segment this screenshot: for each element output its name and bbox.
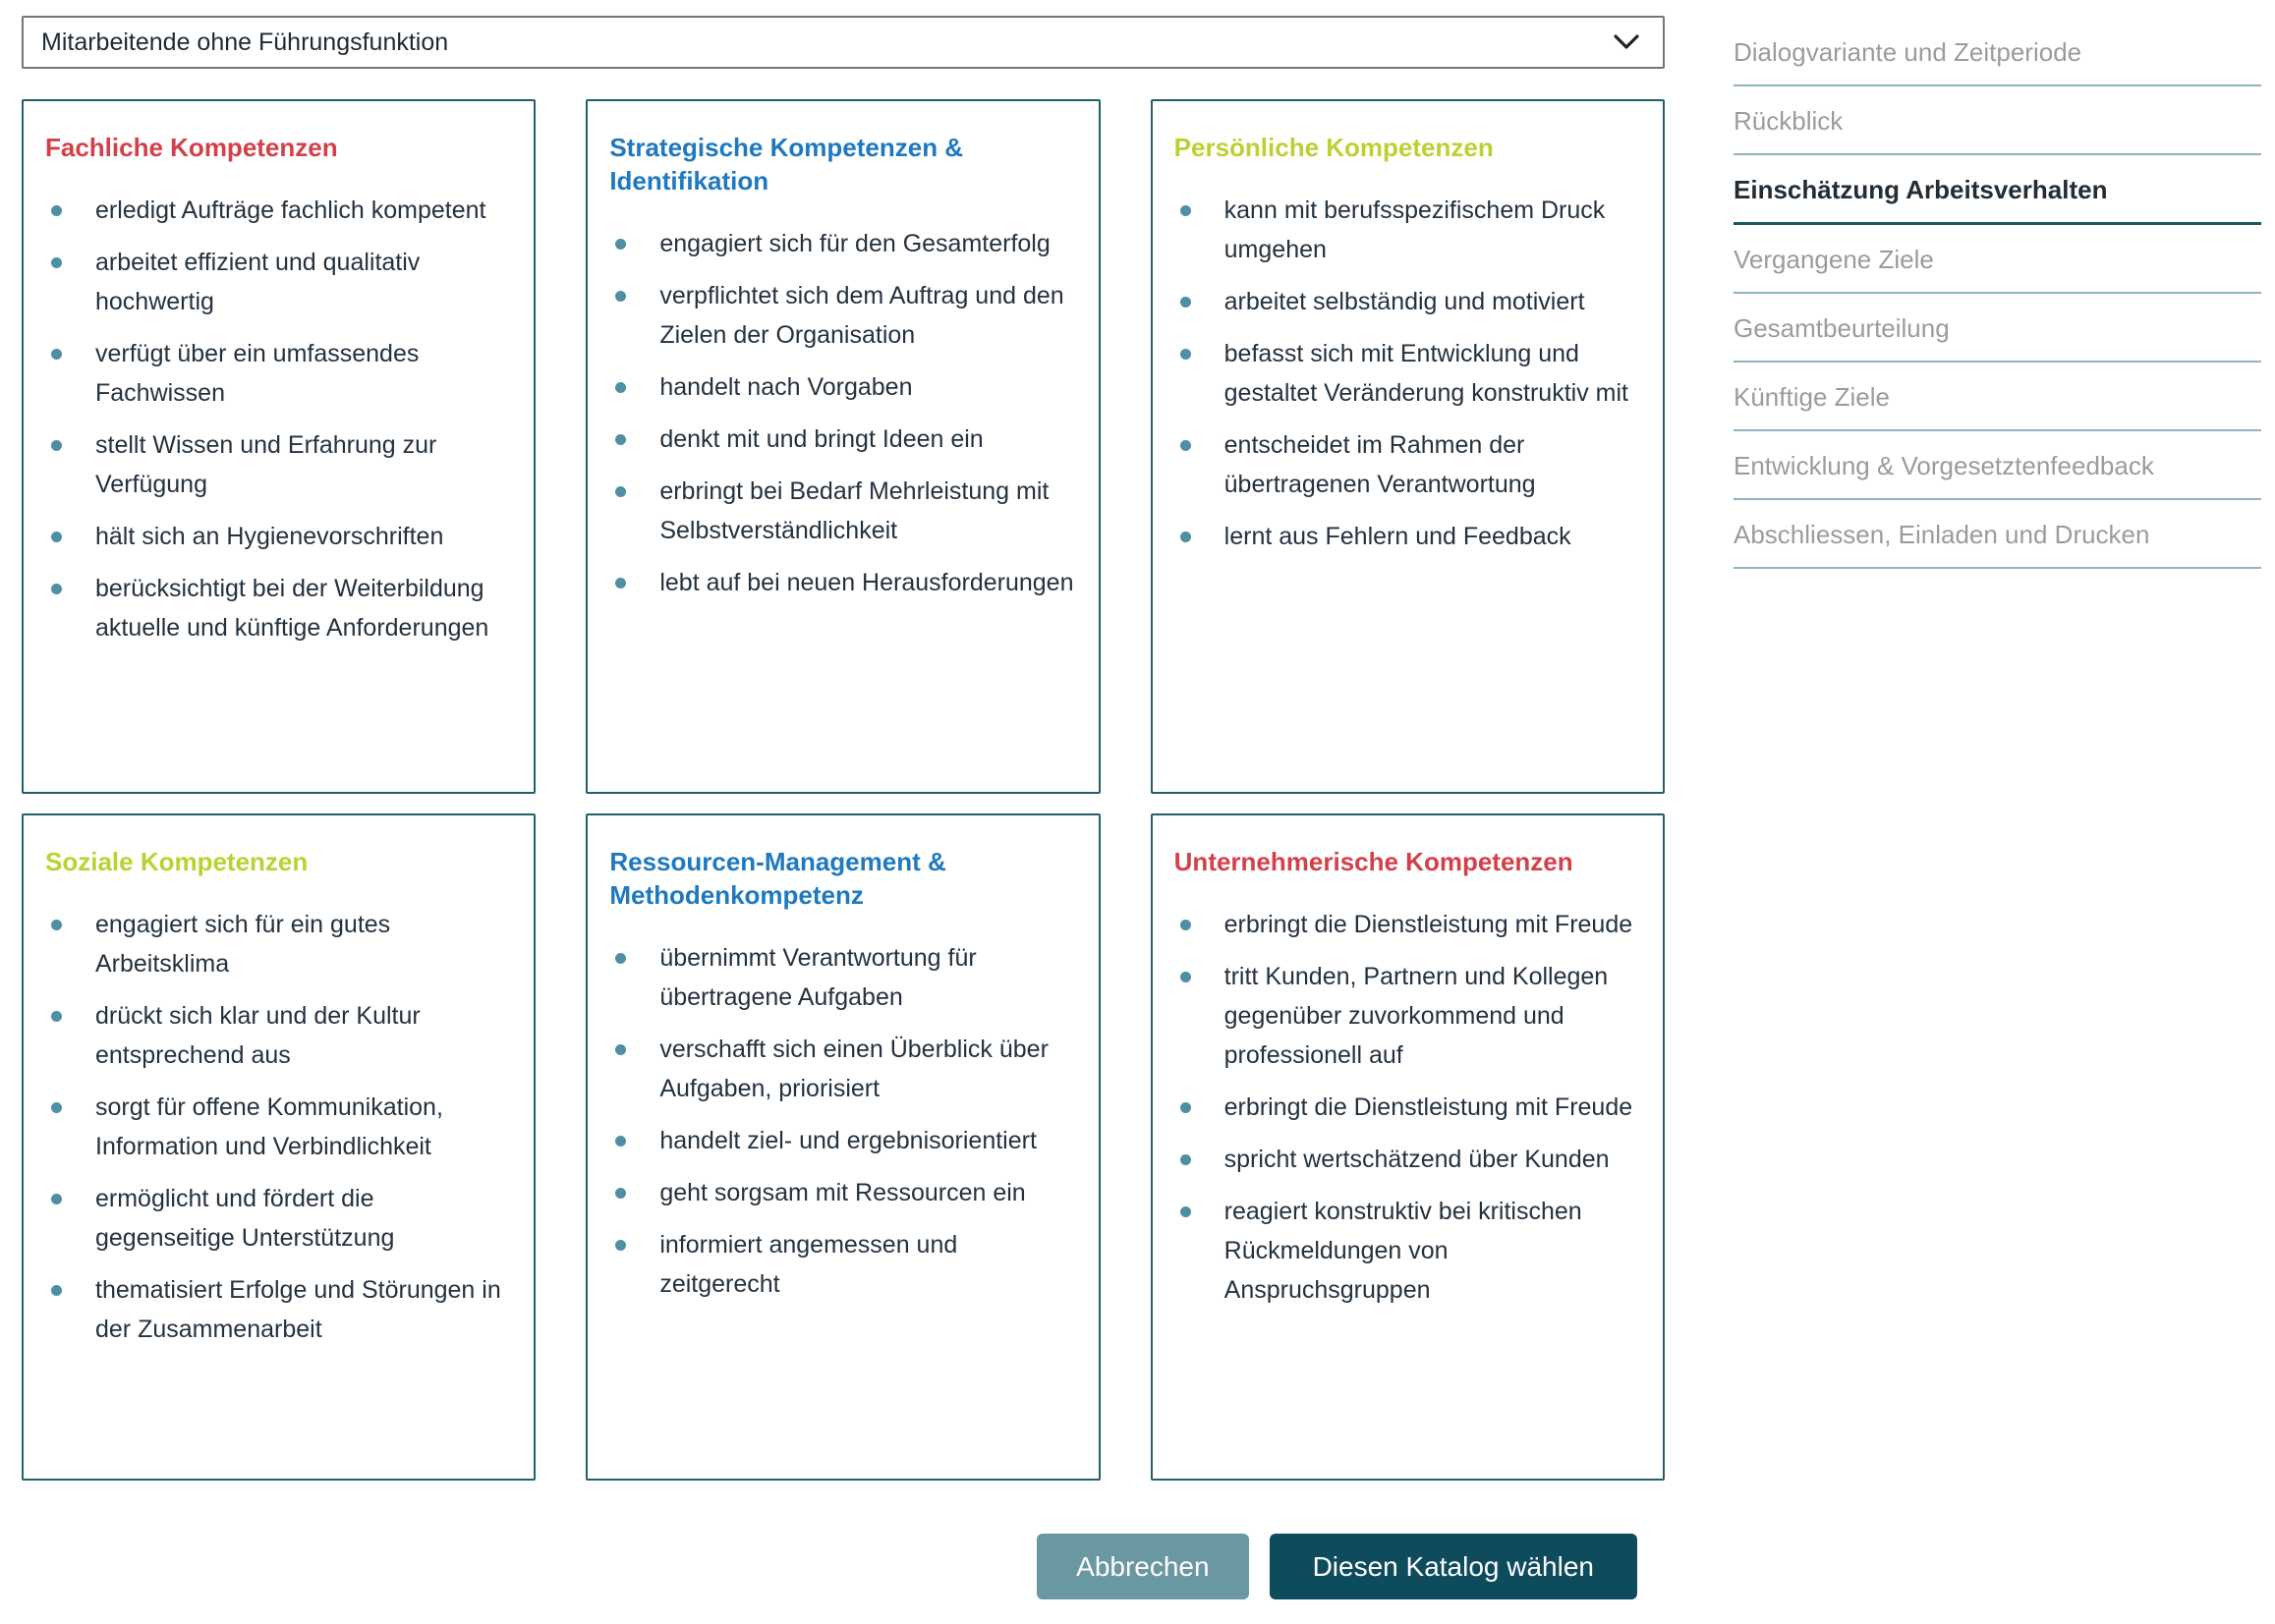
competency-item xyxy=(607,1121,1078,1160)
bullet-icon xyxy=(1180,972,1191,982)
competency-item-text: hält sich an Hygienevorschriften xyxy=(95,523,444,550)
bullet-icon xyxy=(51,920,62,930)
bullet-icon xyxy=(1180,297,1191,308)
bullet-icon xyxy=(615,486,626,497)
competency-item xyxy=(607,563,1078,602)
competency-item xyxy=(1172,905,1643,944)
competency-item xyxy=(1172,1140,1643,1179)
competency-item xyxy=(43,1179,514,1258)
sidebar-item-kunftige-ziele[interactable]: Künftige Ziele xyxy=(1734,363,2261,431)
competency-item-text: verschafft sich einen Überblick über Aufgaben, priorisiert xyxy=(659,1036,1049,1102)
bullet-icon xyxy=(1180,920,1191,930)
competency-list xyxy=(1172,191,1643,556)
sidebar-item-gesamtbeurteilung[interactable]: Gesamtbeurteilung xyxy=(1734,294,2261,363)
competency-item-text: verfügt über ein umfassendes Fachwissen xyxy=(95,340,420,407)
bullet-icon xyxy=(615,1136,626,1147)
choose-catalog-button[interactable]: Diesen Katalog wählen xyxy=(1270,1534,1637,1599)
competency-item xyxy=(43,1088,514,1166)
competency-item xyxy=(1172,334,1643,413)
competency-item-text: informiert angemessen und zeitgerecht xyxy=(659,1231,958,1298)
competency-item-text: erledigt Aufträge fachlich kompetent xyxy=(95,196,486,224)
competency-item-text: reagiert konstruktiv bei kritischen Rückmeldungen von Anspruchsgruppen xyxy=(1223,1198,1582,1304)
bullet-icon xyxy=(615,1188,626,1199)
sidebar-item-vergangene-ziele[interactable]: Vergangene Ziele xyxy=(1734,225,2261,294)
competency-list xyxy=(1172,905,1643,1310)
competency-list xyxy=(607,938,1078,1304)
card-title: Soziale Kompetenzen xyxy=(45,847,309,876)
competency-item-text: erbringt die Dienstleistung mit Freude xyxy=(1223,911,1633,938)
competency-item-text: kann mit berufsspezifischem Druck umgehen xyxy=(1223,196,1606,263)
cancel-button[interactable]: Abbrechen xyxy=(1037,1534,1248,1599)
bullet-icon xyxy=(51,349,62,360)
card-title: Unternehmerische Kompetenzen xyxy=(1173,847,1573,876)
competency-item xyxy=(1172,191,1643,269)
bullet-icon xyxy=(615,239,626,250)
competency-item xyxy=(607,472,1078,550)
competency-item xyxy=(43,425,514,504)
competency-item xyxy=(1172,282,1643,321)
competency-item-text: engagiert sich für den Gesamterfolg xyxy=(659,230,1051,257)
competency-item xyxy=(43,905,514,983)
bullet-icon xyxy=(1180,1206,1191,1217)
competency-item xyxy=(607,1030,1078,1108)
card-title: Ressourcen-Management & Methodenkompetenz xyxy=(609,847,946,910)
catalog-select-wrap xyxy=(22,16,1665,69)
competency-item xyxy=(43,334,514,413)
competency-item-text: befasst sich mit Entwicklung und gestaltet Veränderung konstruktiv mit xyxy=(1223,340,1628,407)
competency-item xyxy=(43,191,514,230)
competency-item xyxy=(607,420,1078,459)
bullet-icon xyxy=(615,382,626,393)
bullet-icon xyxy=(51,205,62,216)
bullet-icon xyxy=(51,1285,62,1296)
bullet-icon xyxy=(615,578,626,588)
competency-item-text: lernt aus Fehlern und Feedback xyxy=(1223,523,1571,550)
bullet-icon xyxy=(51,1102,62,1113)
competency-item-text: thematisiert Erfolge und Störungen in der Zusammenarbeit xyxy=(95,1276,501,1343)
competency-item-text: entscheidet im Rahmen der übertragenen Verantwortung xyxy=(1223,431,1536,498)
competency-item-text: handelt nach Vorgaben xyxy=(659,373,913,401)
competency-item-text: arbeitet selbständig und motiviert xyxy=(1223,288,1585,315)
competency-item xyxy=(1172,957,1643,1075)
bullet-icon xyxy=(1180,532,1191,542)
competency-item xyxy=(607,367,1078,407)
competency-item-text: ermöglicht und fördert die gegenseitige Unterstützung xyxy=(95,1185,395,1252)
competency-item xyxy=(607,1225,1078,1304)
competency-item xyxy=(43,517,514,556)
competency-item-text: handelt ziel- und ergebnisorientiert xyxy=(659,1127,1037,1154)
bullet-icon xyxy=(615,1240,626,1251)
competency-item-text: verpflichtet sich dem Auftrag und den Zielen der Organisation xyxy=(659,282,1064,349)
sidebar-item-einschatzung-arbeitsverhalten[interactable]: Einschätzung Arbeitsverhalten xyxy=(1734,155,2261,225)
competency-item-text: denkt mit und bringt Ideen ein xyxy=(659,425,984,453)
card-title: Persönliche Kompetenzen xyxy=(1173,133,1494,162)
competency-card xyxy=(586,813,1100,1481)
competency-card xyxy=(1151,813,1665,1481)
competency-item xyxy=(1172,517,1643,556)
sidebar-item-abschliessen-einladen-und-drucken[interactable]: Abschliessen, Einladen und Drucken xyxy=(1734,500,2261,569)
competency-item-text: spricht wertschätzend über Kunden xyxy=(1223,1146,1610,1173)
competency-item-text: übernimmt Verantwortung für übertragene Aufgaben xyxy=(659,944,977,1011)
bullet-icon xyxy=(51,257,62,268)
competency-item-text: geht sorgsam mit Ressourcen ein xyxy=(659,1179,1026,1206)
competency-item xyxy=(1172,1088,1643,1127)
competency-item xyxy=(43,243,514,321)
competency-list xyxy=(43,191,514,647)
competency-item xyxy=(607,938,1078,1017)
bullet-icon xyxy=(615,1044,626,1055)
sidebar-item-dialogvariante-und-zeitperiode[interactable]: Dialogvariante und Zeitperiode xyxy=(1734,18,2261,86)
sidebar-item-entwicklung-vorgesetztenfeedback[interactable]: Entwicklung & Vorgesetztenfeedback xyxy=(1734,431,2261,500)
bullet-icon xyxy=(1180,440,1191,451)
bullet-icon xyxy=(615,291,626,302)
competency-item-text: sorgt für offene Kommunikation, Information und Verbindlichkeit xyxy=(95,1093,443,1160)
competency-item xyxy=(1172,1192,1643,1310)
competency-list xyxy=(607,224,1078,602)
competency-item xyxy=(607,1173,1078,1212)
main-content xyxy=(22,16,1665,1624)
competency-item xyxy=(607,276,1078,355)
competency-item xyxy=(43,569,514,647)
bullet-icon xyxy=(1180,1102,1191,1113)
competency-item-text: berücksichtigt bei der Weiterbildung aktuelle und künftige Anforderungen xyxy=(95,575,489,642)
competency-item-text: arbeitet effizient und qualitativ hochwertig xyxy=(95,249,421,315)
competency-item-text: stellt Wissen und Erfahrung zur Verfügung xyxy=(95,431,437,498)
competency-card xyxy=(586,99,1100,794)
competency-card xyxy=(22,99,536,794)
footer-actions xyxy=(22,1534,1665,1599)
bullet-icon xyxy=(51,532,62,542)
sidebar-item-ruckblick[interactable]: Rückblick xyxy=(1734,86,2261,155)
competency-item xyxy=(43,996,514,1075)
competency-card xyxy=(1151,99,1665,794)
bullet-icon xyxy=(615,953,626,964)
competency-card xyxy=(22,813,536,1481)
bullet-icon xyxy=(51,1194,62,1204)
bullet-icon xyxy=(51,1011,62,1022)
wizard-step-sidebar xyxy=(1734,16,2261,1624)
bullet-icon xyxy=(1180,205,1191,216)
bullet-icon xyxy=(615,434,626,445)
competency-item xyxy=(607,224,1078,263)
competency-item xyxy=(1172,425,1643,504)
competency-item-text: erbringt die Dienstleistung mit Freude xyxy=(1223,1093,1633,1121)
competency-item-text: lebt auf bei neuen Herausforderungen xyxy=(659,569,1074,596)
bullet-icon xyxy=(51,584,62,594)
card-title: Fachliche Kompetenzen xyxy=(45,133,338,162)
catalog-select[interactable] xyxy=(22,16,1665,69)
competency-item-text: engagiert sich für ein gutes Arbeitsklima xyxy=(95,911,391,978)
competency-item-text: drückt sich klar und der Kultur entsprechend aus xyxy=(95,1002,421,1069)
competency-cards-grid xyxy=(22,99,1665,1481)
bullet-icon xyxy=(1180,349,1191,360)
card-title: Strategische Kompetenzen & Identifikation xyxy=(609,133,964,196)
bullet-icon xyxy=(1180,1154,1191,1165)
bullet-icon xyxy=(51,440,62,451)
competency-item xyxy=(43,1270,514,1349)
competency-item-text: erbringt bei Bedarf Mehrleistung mit Selbstverständlichkeit xyxy=(659,477,1050,544)
competency-item-text: tritt Kunden, Partnern und Kollegen gegenüber zuvorkommend und professionell auf xyxy=(1223,963,1609,1069)
competency-list xyxy=(43,905,514,1349)
